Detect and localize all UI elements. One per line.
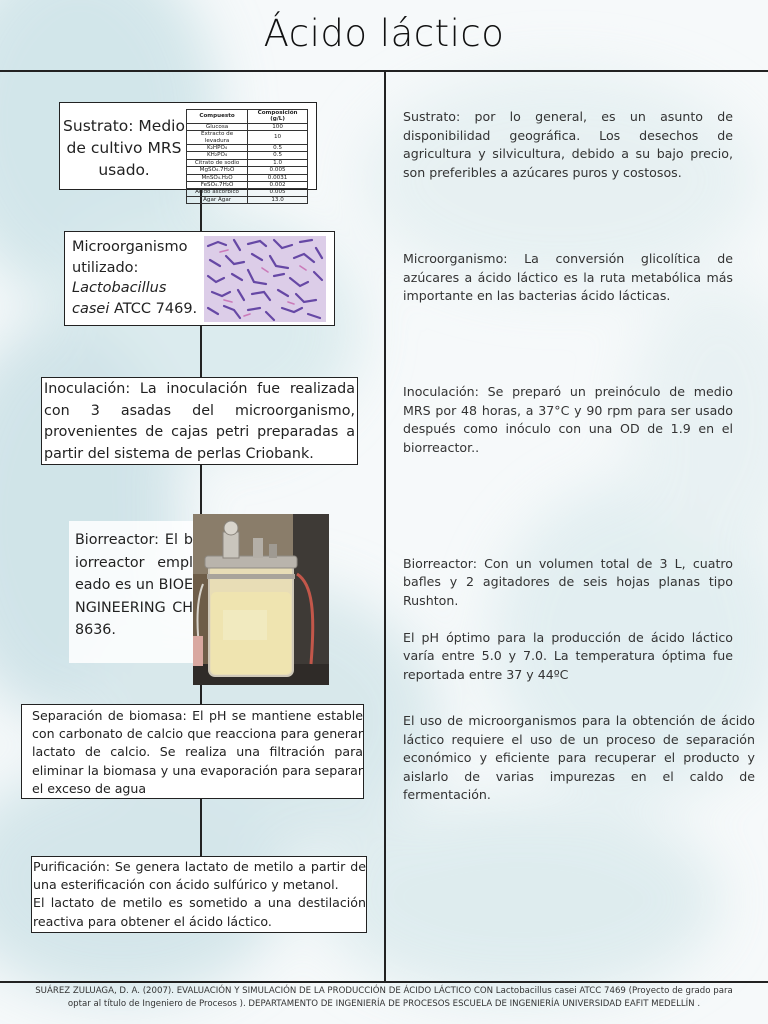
micro-prefix: Microorganismo utilizado: [72,239,188,276]
reference-footer [0,985,768,1011]
table-cell: FeSO₄.7H₂O [187,182,248,189]
separacion-text: Separación de biomasa: El pH se mantiene estable con carbonato de calcio que reacciona para generar lactato de calcio. Se realiza una filtración para eliminar la biomasa y una evaporación para separar el exceso de agua [32,708,363,796]
purificacion-line-1: Purificación: Se genera lactato de metilo a partir de una esterificación con ácido sulfúrico y metanol. [33,859,366,893]
table-row [187,123,308,130]
mrs-composition-table [186,109,308,204]
table-cell: Extracto de levadura [187,131,248,145]
bacteria-micrograph-image [204,236,326,322]
table-row [187,131,308,145]
table-row [187,174,308,181]
table-cell: 10 [248,131,308,145]
table-row [187,152,308,159]
table-cell: 0.5 [248,145,308,152]
table-cell: Glucosa [187,123,248,130]
table-cell: MnSO₄.H₂O [187,174,248,181]
micro-strain: ATCC 7469. [113,300,198,317]
bottom-divider [0,981,768,983]
inoculacion-description: Inoculación: Se preparó un preinóculo de medio MRS por 48 horas, a 37°C y 90 rpm para ser usado después como inóculo con una OD de 1.9 en el biorreactor.. [403,384,733,455]
table-cell: K₂HPO₄ [187,145,248,152]
table-cell: Ácido ascórbico [187,189,248,196]
table-cell: 0.5 [248,152,308,159]
table-header: Composición (g/L) [248,110,308,124]
table-row [187,196,308,203]
table-header: Compuesto [187,110,248,124]
table-cell: Agar Agar [187,196,248,203]
inoculacion-box [41,377,358,465]
table-cell: 0.002 [248,182,308,189]
table-row [187,159,308,166]
table-cell: 13.0 [248,196,308,203]
reference-line-2: optar al título de Ingeniero de Procesos ). DEPARTAMENTO DE INGENIERÍA DE PROCESOS ESCUELA DE INGENIERÍA UNIVERSIDAD EAFIT MEDELLÍN . [67,999,701,1009]
biorreactor-description [403,536,733,703]
biorreactor-text: Biorreactor: El biorreactor empleado es un BIOENGINEERING CH 8636. [75,532,193,638]
page-title: Ácido láctico [263,12,505,55]
purificacion-line-2: El lactato de metilo es sometido a una destilación reactiva para obtener el ácido láctico. [33,895,366,929]
separacion-description: El uso de microorganismos para la obtención de ácido láctico requiere el uso de un proceso de separación económico y eficiente para recuperar el producto y aislarlo de varias impurezas en el caldo de fermentación. [403,713,755,802]
center-divider [384,70,386,981]
microorganismo-description: Microorganismo: La conversión glicolítica de azúcares a ácido láctico es la ruta metabólica más importante en las bacterias ácido lácticas. [403,251,733,303]
reference-line-1: SUÁREZ ZULUAGA, D. A. (2007). EVALUACIÓN Y SIMULACIÓN DE LA PRODUCCIÓN DE ÁCIDO LÁCTICO CON Lactobacillus casei ATCC 7469 (Proyecto de grado para [35,986,733,996]
microorganismo-box [64,231,335,326]
bioreactor-photo [193,514,329,685]
purificacion-text [33,858,366,931]
table-row [187,167,308,174]
table-row [187,145,308,152]
sustrato-description: Sustrato: por lo general, es un asunto de disponibilidad geográfica. Los desechos de agricultura y silvicultura, debido a su bajo precio, son preferibles a azúcares puros y costosos. [403,109,733,180]
table-cell: 0.005 [248,189,308,196]
inoculacion-text: Inoculación: La inoculación fue realizada con 3 asadas del microorganismo, provenientes de cajas petri preparadas a partir del sistema de perlas Criobank. [44,381,355,462]
biorreactor-box [69,521,195,663]
table-cell: 100 [248,123,308,130]
purificacion-box [31,856,367,933]
table-row [187,189,308,196]
biorreactor-description-1: Biorreactor: Con un volumen total de 3 L, cuatro bafles y 2 agitadores de seis hojas planas tipo Rushton. [403,555,733,608]
sustrato-box [59,102,317,203]
sustrato-text: Sustrato: Medio de cultivo MRS usado. [63,117,185,179]
table-cell: 0.005 [248,167,308,174]
biorreactor-description-2: El pH óptimo para la producción de ácido láctico varía entre 5.0 y 7.0. La temperatura óptima fue reportada entre 37 y 44ºC [403,629,733,682]
micro-species: Lactobacillus casei [72,280,167,317]
table-cell: 1.0 [248,159,308,166]
separacion-box [21,704,364,799]
table-row [187,182,308,189]
table-cell: MgSO₄.7H₂O [187,167,248,174]
table-cell: KH₂PO₄ [187,152,248,159]
table-cell: 0.0031 [248,174,308,181]
table-cell: Citrato de sodio [187,159,248,166]
microorganismo-text [72,237,200,319]
